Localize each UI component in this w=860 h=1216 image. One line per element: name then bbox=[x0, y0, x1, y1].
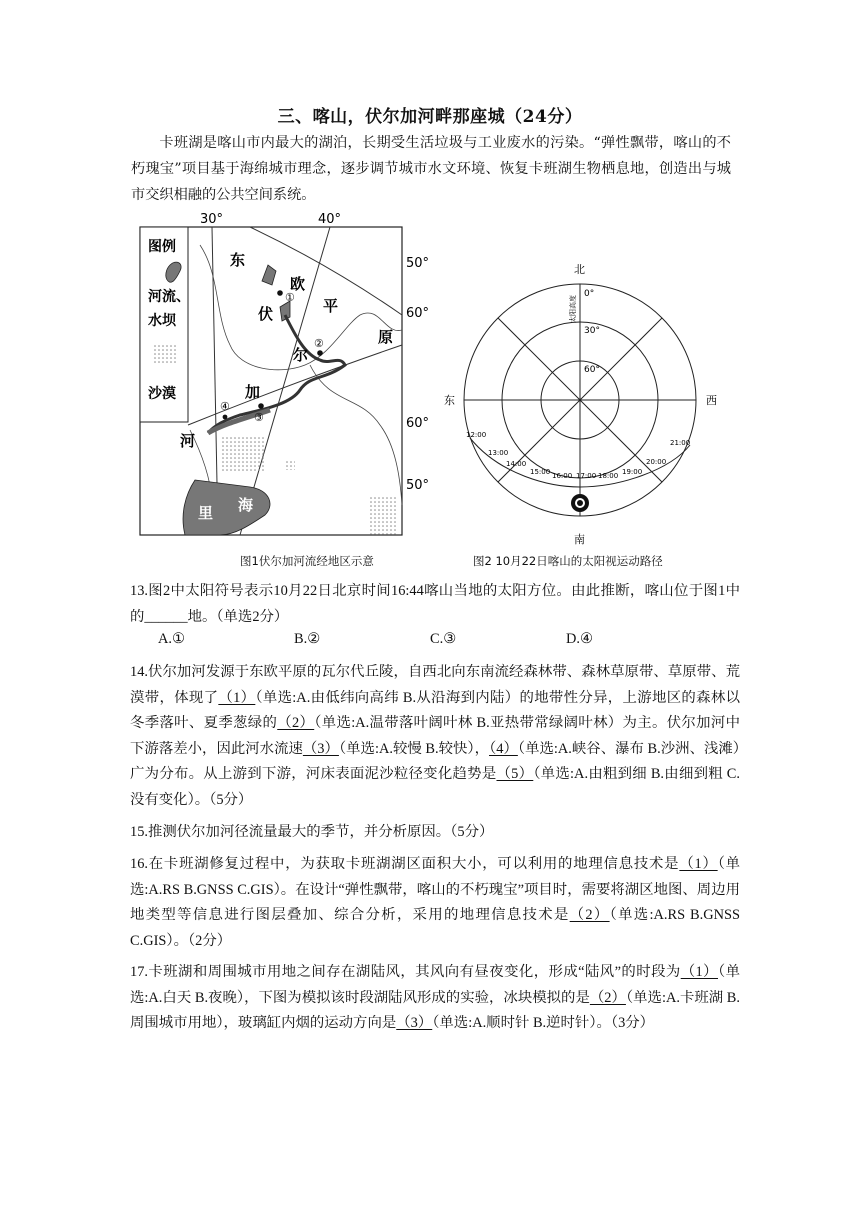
lat-label-60-b: 60° bbox=[406, 416, 430, 431]
question-16 bbox=[130, 852, 740, 954]
legend-desert-label: 沙漠 bbox=[148, 386, 176, 402]
question-17 bbox=[130, 960, 740, 1037]
q16-part-2: （单选:A.RS B.GNSS C.GIS）。在设计“弹性飘带，喀山的不朽瑰宝”项目时，需要将湖区地图、周边用地类型等信息进行图层叠加、综合分析，采用的地理信息技术是 bbox=[130, 856, 740, 923]
place-li: 里 bbox=[198, 504, 214, 522]
q14-part-1: 14.伏尔加河发源于东欧平原的瓦尔代丘陵，自西北向东南流经森林带、森林草原带、草原带、荒漠带，体现了 bbox=[130, 664, 740, 706]
dir-east: 东 bbox=[444, 394, 455, 407]
q17-part-1: 17.卡班湖和周围城市用地之间存在湖陆风，其风向有昼夜变化，形成“陆风”的时段为 bbox=[130, 964, 681, 980]
alt-0: 0° bbox=[584, 289, 595, 299]
q14-blank-2[interactable]: （2） bbox=[277, 715, 315, 731]
sun-path-figure bbox=[440, 255, 730, 545]
q17-part-2: （单选:A.白天 B.夜晚），下图为模拟该时段湖陆风形成的实验，冰块模拟的是 bbox=[130, 964, 740, 1006]
time-12: 12:00 bbox=[466, 431, 487, 439]
time-17: 17:00 bbox=[576, 472, 597, 480]
marker-4: ④ bbox=[220, 400, 230, 413]
marker-4-dot bbox=[223, 415, 228, 420]
question-14 bbox=[130, 660, 740, 813]
legend-river-label-2: 水坝 bbox=[148, 313, 176, 329]
q16-blank-2[interactable]: （2） bbox=[569, 907, 610, 923]
figure1-caption: 图1伏尔加河流经地区示意 bbox=[240, 554, 374, 568]
time-13: 13:00 bbox=[488, 449, 509, 457]
question-13-options bbox=[158, 631, 593, 648]
time-15: 15:00 bbox=[530, 468, 551, 476]
lat-label-60-a: 60° bbox=[406, 306, 430, 321]
q16-part-1: 16.在卡班湖修复过程中，为获取卡班湖湖区面积大小，可以利用的地理信息技术是 bbox=[130, 856, 680, 872]
q13-option-a[interactable]: A.① bbox=[158, 631, 185, 647]
q14-blank-5[interactable]: （5） bbox=[496, 766, 534, 782]
legend-desert-icon bbox=[152, 345, 178, 365]
q17-part-3: （单选:A.卡班湖 B.周围城市用地），玻璃缸内烟的运动方向是 bbox=[130, 989, 740, 1031]
lon-label-30: 30° bbox=[200, 212, 224, 227]
marker-3-dot bbox=[258, 403, 264, 409]
q14-part-5: （单选:A.峡谷、瀑布 B.沙洲、浅滩）广为分布。从上游到下游，河床表面泥沙粒径变化趋势是 bbox=[130, 740, 740, 782]
q17-blank-3[interactable]: （3） bbox=[396, 1015, 433, 1031]
alt-60: 60° bbox=[584, 365, 600, 375]
place-ou: 欧 bbox=[290, 275, 306, 293]
desert-3 bbox=[368, 495, 398, 535]
altitude-axis-label: 太阳高度 bbox=[569, 295, 577, 323]
legend-river-label-1: 河流、 bbox=[148, 289, 190, 305]
lat-label-50-bottom: 50° bbox=[406, 478, 430, 493]
place-hai: 海 bbox=[238, 496, 254, 514]
q13-option-b[interactable]: B.② bbox=[294, 631, 321, 647]
time-21: 21:00 bbox=[670, 439, 691, 447]
q17-blank-1[interactable]: （1） bbox=[680, 964, 718, 980]
q17-part-4: （单选:A.顺时针 B.逆时针）。（3分） bbox=[432, 1015, 655, 1031]
q14-part-3: （单选:A.温带落叶阔叶林 B.亚热带常绿阔叶林）为主。伏尔加河中下游落差小，因此河水流速 bbox=[130, 715, 740, 757]
marker-2-dot bbox=[317, 350, 323, 356]
dir-south: 南 bbox=[574, 533, 585, 545]
q14-part-6: （单选:A.由粗到细 B.由细到粗 C.没有变化）。（5分） bbox=[130, 766, 740, 808]
place-ping: 平 bbox=[323, 297, 339, 315]
q14-blank-4[interactable]: （4） bbox=[489, 740, 518, 757]
lat-label-50-top: 50° bbox=[406, 256, 430, 271]
q16-blank-1[interactable]: （1） bbox=[679, 856, 718, 872]
question-13: 13.图2中太阳符号表示10月22日北京时间16:44喀山当地的太阳方位。由此推断，喀山位于图1中的______地。（单选2分） bbox=[130, 583, 740, 625]
place-dong: 东 bbox=[230, 251, 246, 269]
time-14: 14:00 bbox=[506, 460, 527, 468]
q13-option-c[interactable]: C.③ bbox=[430, 631, 457, 647]
desert-2 bbox=[285, 460, 295, 470]
place-jia: 加 bbox=[245, 383, 261, 401]
marker-1: ① bbox=[285, 291, 295, 304]
q17-blank-2[interactable]: （2） bbox=[589, 989, 626, 1006]
question-15: 15.推测伏尔加河径流量最大的季节，并分析原因。（5分） bbox=[130, 824, 494, 840]
time-18: 18:00 bbox=[598, 472, 619, 480]
intro-paragraph: 卡班湖是喀山市内最大的湖泊，长期受生活垃圾与工业废水的污染。“弹性飘带，喀山的不朽瑰宝”项目基于海绵城市理念，逐步调节城市水文环境、恢复卡班湖生物栖息地，创造出与城市交织相融的公共空间系统。 bbox=[131, 135, 731, 203]
time-20: 20:00 bbox=[646, 458, 667, 466]
place-er: 尔 bbox=[293, 346, 309, 364]
marker-3: ③ bbox=[254, 411, 264, 424]
marker-1-dot bbox=[277, 290, 283, 296]
q14-blank-3[interactable]: （3） bbox=[302, 740, 339, 757]
lon-label-40: 40° bbox=[318, 212, 342, 227]
q14-part-4: （单选:A.较慢 B.较快）， bbox=[338, 740, 490, 757]
dir-west: 西 bbox=[706, 394, 717, 407]
section-title: 三、喀山，伏尔加河畔那座城（24分） bbox=[277, 107, 583, 127]
volga-map-figure bbox=[130, 205, 440, 545]
marker-2: ② bbox=[314, 337, 324, 350]
place-he: 河 bbox=[180, 432, 196, 450]
q13-option-d[interactable]: D.④ bbox=[566, 631, 593, 647]
place-fu: 伏 bbox=[258, 305, 274, 323]
figure2-caption: 图2 10月22日喀山的太阳视运动路径 bbox=[473, 554, 663, 568]
sun-icon bbox=[571, 494, 589, 512]
legend-title: 图例 bbox=[148, 239, 176, 255]
time-16: 16:00 bbox=[552, 472, 573, 480]
q16-part-3: （单选:A.RS B.GNSS C.GIS）。（2分） bbox=[130, 907, 740, 949]
alt-30: 30° bbox=[584, 326, 600, 336]
dir-north: 北 bbox=[574, 263, 585, 276]
time-19: 19:00 bbox=[622, 468, 643, 476]
place-yuan: 原 bbox=[378, 328, 394, 346]
desert-1 bbox=[220, 437, 265, 472]
q14-blank-1[interactable]: （1） bbox=[218, 689, 256, 706]
q14-part-2: （单选:A.由低纬向高纬 B.从沿海到内陆）的地带性分异，上游地区的森林以冬季落叶、夏季葱绿的 bbox=[130, 689, 740, 731]
